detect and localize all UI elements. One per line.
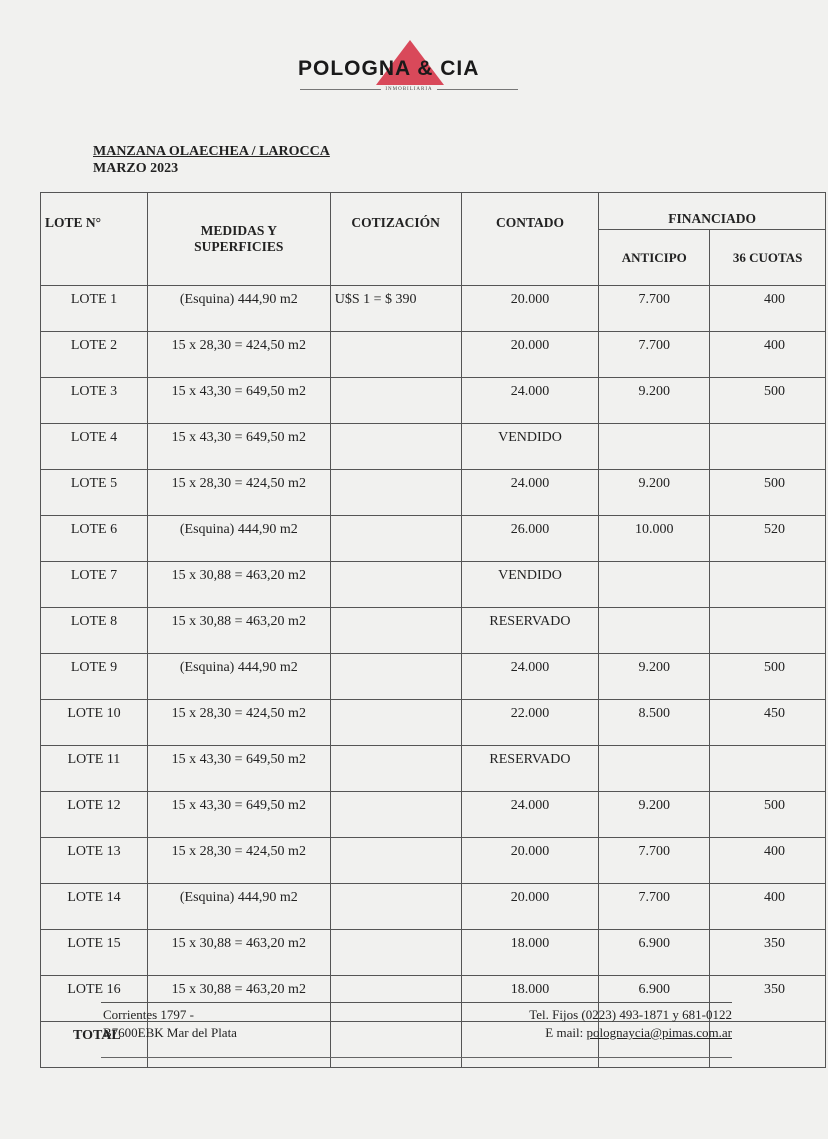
header-cuotas: 36 CUOTAS <box>710 230 826 286</box>
cell-cuotas: 500 <box>710 792 826 838</box>
table-row <box>41 884 826 930</box>
cell-cotizacion <box>330 884 461 930</box>
cell-cuotas <box>710 746 826 792</box>
cell-contado: 24.000 <box>461 792 599 838</box>
cell-cotizacion <box>330 562 461 608</box>
cell-cuotas: 350 <box>710 976 826 1022</box>
cell-cuotas: 500 <box>710 470 826 516</box>
total-cell <box>330 1022 461 1068</box>
table-row <box>41 792 826 838</box>
cell-contado: 20.000 <box>461 332 599 378</box>
cell-cotizacion <box>330 746 461 792</box>
cell-medidas: 15 x 28,30 = 424,50 m2 <box>147 470 330 516</box>
cell-cotizacion <box>330 378 461 424</box>
cell-cotizacion <box>330 654 461 700</box>
cell-anticipo: 9.200 <box>599 470 710 516</box>
cell-medidas: 15 x 43,30 = 649,50 m2 <box>147 792 330 838</box>
cell-anticipo: 7.700 <box>599 332 710 378</box>
footer <box>101 1002 732 1040</box>
table-row <box>41 746 826 792</box>
cell-cotizacion <box>330 700 461 746</box>
total-label: TOTAL <box>41 1022 148 1068</box>
header-lote: LOTE N° <box>41 193 148 286</box>
cell-anticipo: 7.700 <box>599 884 710 930</box>
cell-cotizacion <box>330 930 461 976</box>
cell-cotizacion <box>330 470 461 516</box>
cell-cotizacion <box>330 424 461 470</box>
cell-contado: RESERVADO <box>461 608 599 654</box>
table-row <box>41 516 826 562</box>
cell-cuotas <box>710 608 826 654</box>
logo-name: POLOGNA & CIA <box>298 57 480 80</box>
footer-phones: Tel. Fijos (0223) 493-1871 y 681-0122 <box>529 1007 732 1022</box>
cell-medidas: (Esquina) 444,90 m2 <box>147 654 330 700</box>
cell-contado: 26.000 <box>461 516 599 562</box>
table-row <box>41 424 826 470</box>
table-row <box>41 286 826 332</box>
cell-cotizacion <box>330 838 461 884</box>
cell-medidas: 15 x 43,30 = 649,50 m2 <box>147 378 330 424</box>
cell-medidas: (Esquina) 444,90 m2 <box>147 286 330 332</box>
cell-medidas: (Esquina) 444,90 m2 <box>147 516 330 562</box>
cell-cuotas: 400 <box>710 332 826 378</box>
cell-lote: LOTE 10 <box>41 700 148 746</box>
cell-anticipo: 6.900 <box>599 930 710 976</box>
cell-lote: LOTE 6 <box>41 516 148 562</box>
header-cotizacion: COTIZACIÓN <box>330 193 461 286</box>
cell-cotizacion <box>330 976 461 1022</box>
cell-contado: 18.000 <box>461 930 599 976</box>
footer-email-link[interactable]: polognaycia@pimas.com.ar <box>586 1025 732 1040</box>
cell-contado: 18.000 <box>461 976 599 1022</box>
cell-lote: LOTE 9 <box>41 654 148 700</box>
cell-contado: 24.000 <box>461 378 599 424</box>
cell-cuotas: 400 <box>710 286 826 332</box>
cell-anticipo <box>599 424 710 470</box>
cell-cuotas <box>710 424 826 470</box>
cell-lote: LOTE 3 <box>41 378 148 424</box>
title-line-2: MARZO 2023 <box>93 161 179 176</box>
cell-anticipo <box>599 562 710 608</box>
cell-anticipo: 6.900 <box>599 976 710 1022</box>
table-row <box>41 930 826 976</box>
cell-contado: 20.000 <box>461 286 599 332</box>
cell-cotizacion <box>330 608 461 654</box>
cell-lote: LOTE 13 <box>41 838 148 884</box>
cell-medidas: 15 x 43,30 = 649,50 m2 <box>147 424 330 470</box>
cell-medidas: 15 x 30,88 = 463,20 m2 <box>147 562 330 608</box>
company-logo <box>296 40 536 100</box>
table-row <box>41 562 826 608</box>
document-title <box>93 143 330 177</box>
footer-divider <box>101 1057 732 1058</box>
header-anticipo: ANTICIPO <box>599 230 710 286</box>
header-contado: CONTADO <box>461 193 599 286</box>
cell-anticipo <box>599 746 710 792</box>
cell-cuotas: 500 <box>710 654 826 700</box>
cell-anticipo: 10.000 <box>599 516 710 562</box>
cell-cotizacion <box>330 792 461 838</box>
cell-contado: 24.000 <box>461 470 599 516</box>
table-row <box>41 654 826 700</box>
cell-cuotas: 520 <box>710 516 826 562</box>
cell-lote: LOTE 11 <box>41 746 148 792</box>
cell-cuotas: 400 <box>710 884 826 930</box>
cell-cotizacion <box>330 516 461 562</box>
cell-cuotas: 450 <box>710 700 826 746</box>
cell-anticipo: 7.700 <box>599 838 710 884</box>
table-row <box>41 700 826 746</box>
cell-cuotas <box>710 562 826 608</box>
table-row <box>41 470 826 516</box>
cell-lote: LOTE 2 <box>41 332 148 378</box>
cell-lote: LOTE 14 <box>41 884 148 930</box>
cell-medidas: 15 x 28,30 = 424,50 m2 <box>147 700 330 746</box>
table-row <box>41 332 826 378</box>
cell-anticipo: 9.200 <box>599 378 710 424</box>
cell-lote: LOTE 12 <box>41 792 148 838</box>
footer-email-label: E mail: <box>545 1025 587 1040</box>
cell-contado: VENDIDO <box>461 562 599 608</box>
cell-anticipo: 8.500 <box>599 700 710 746</box>
cell-anticipo: 7.700 <box>599 286 710 332</box>
footer-address-1: Corrientes 1797 - <box>103 1007 194 1022</box>
cell-medidas: 15 x 28,30 = 424,50 m2 <box>147 838 330 884</box>
cell-contado: 20.000 <box>461 838 599 884</box>
cell-medidas: 15 x 30,88 = 463,20 m2 <box>147 608 330 654</box>
cell-contado: VENDIDO <box>461 424 599 470</box>
footer-address-2: B7600EBK Mar del Plata <box>103 1025 237 1040</box>
table-row <box>41 608 826 654</box>
cell-lote: LOTE 7 <box>41 562 148 608</box>
cell-cuotas: 400 <box>710 838 826 884</box>
cell-lote: LOTE 15 <box>41 930 148 976</box>
table-row <box>41 378 826 424</box>
cell-cotizacion: U$S 1 = $ 390 <box>330 286 461 332</box>
cell-cuotas: 500 <box>710 378 826 424</box>
cell-contado: 20.000 <box>461 884 599 930</box>
cell-medidas: 15 x 30,88 = 463,20 m2 <box>147 930 330 976</box>
cell-cotizacion <box>330 332 461 378</box>
title-line-1: MANZANA OLAECHEA / LAROCCA <box>93 144 330 159</box>
cell-contado: 24.000 <box>461 654 599 700</box>
header-medidas: MEDIDAS Y SUPERFICIES <box>147 193 330 286</box>
cell-medidas: 15 x 43,30 = 649,50 m2 <box>147 746 330 792</box>
cell-lote: LOTE 16 <box>41 976 148 1022</box>
cell-medidas: 15 x 30,88 = 463,20 m2 <box>147 976 330 1022</box>
header-financiado: FINANCIADO <box>599 193 826 230</box>
cell-contado: RESERVADO <box>461 746 599 792</box>
table-row <box>41 838 826 884</box>
cell-anticipo <box>599 608 710 654</box>
price-table <box>40 192 826 1068</box>
cell-cuotas: 350 <box>710 930 826 976</box>
cell-medidas: (Esquina) 444,90 m2 <box>147 884 330 930</box>
cell-lote: LOTE 1 <box>41 286 148 332</box>
cell-lote: LOTE 8 <box>41 608 148 654</box>
cell-contado: 22.000 <box>461 700 599 746</box>
cell-medidas: 15 x 28,30 = 424,50 m2 <box>147 332 330 378</box>
cell-anticipo: 9.200 <box>599 654 710 700</box>
cell-lote: LOTE 5 <box>41 470 148 516</box>
cell-lote: LOTE 4 <box>41 424 148 470</box>
logo-subtitle: INMOBILIARIA <box>300 87 518 92</box>
cell-anticipo: 9.200 <box>599 792 710 838</box>
